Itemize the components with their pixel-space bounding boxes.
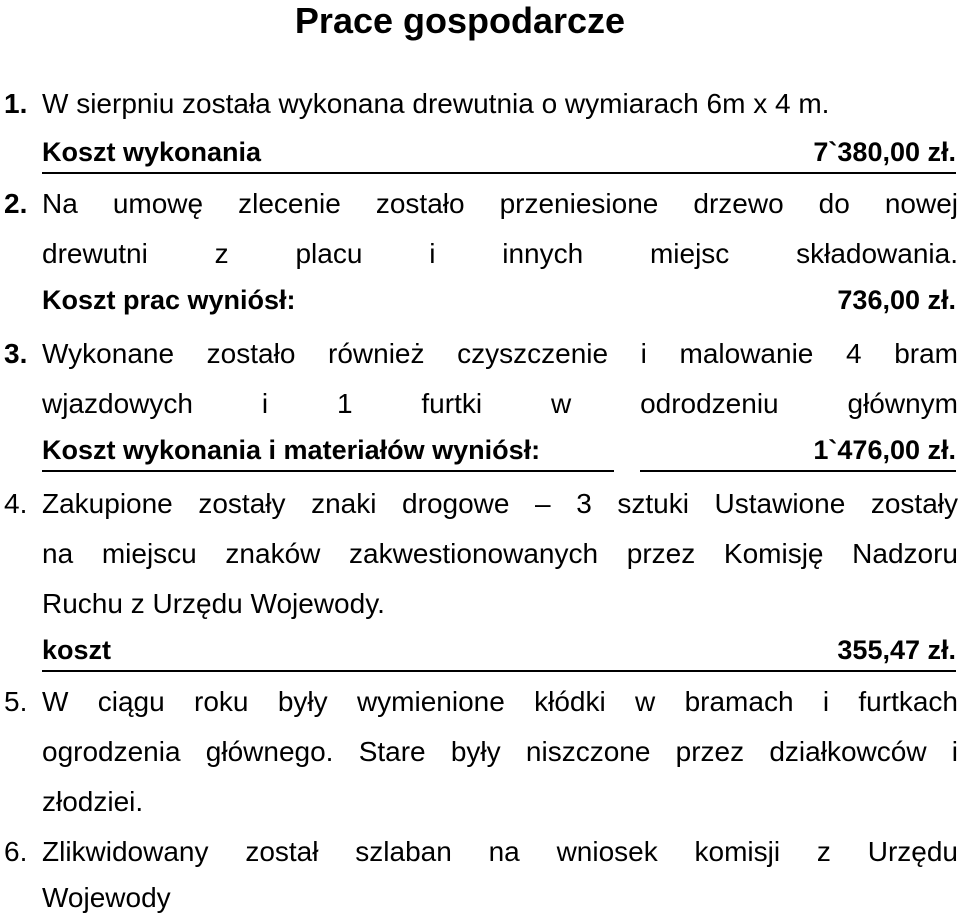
item-text: ogrodzenia głównego. Stare były niszczone przez działkowców i [42, 736, 958, 767]
cost-value: 7`380,00 zł. [813, 137, 956, 167]
item-number: 5. [4, 686, 28, 717]
cost-line [0, 280, 960, 324]
item-text: W sierpniu została wykonana drewutnia o wymiarach 6m x 4 m. [42, 88, 830, 119]
list-item-continuation [0, 780, 960, 824]
cost-label: koszt [42, 635, 112, 665]
cost-value: 736,00 zł. [837, 285, 956, 315]
cost-label: Koszt wykonania [42, 137, 262, 167]
item-text: wjazdowych i 1 furtki w odrodzeniu głównym [42, 388, 958, 419]
list-item-continuation [0, 232, 960, 276]
item-number: 6. [4, 836, 28, 867]
cost-label: Koszt wykonania i materiałów wyniósł: [42, 430, 614, 472]
list-item-continuation [0, 582, 960, 626]
item-text: Wojewody [42, 882, 171, 913]
item-text: W ciągu roku były wymienione kłódki w bramach i furtkach [42, 686, 958, 717]
list-item [0, 830, 960, 874]
list-item [0, 332, 960, 376]
list-item-continuation [0, 876, 960, 920]
item-number: 3. [4, 338, 28, 369]
item-text: Na umowę zlecenie zostało przeniesione drzewo do nowej [42, 188, 958, 219]
item-text: na miejscu znaków zakwestionowanych przez Komisję Nadzoru [42, 538, 958, 569]
item-number: 1. [4, 88, 28, 119]
cost-line [0, 430, 960, 474]
cost-label: Koszt prac wyniósł: [42, 285, 296, 315]
cost-row [42, 132, 956, 174]
list-item [0, 182, 960, 226]
list-item [0, 82, 960, 126]
page-title: Prace gospodarcze [294, 0, 626, 41]
cost-row [42, 630, 956, 672]
item-text: Zlikwidowany został szlaban na wniosek komisji z Urzędu [42, 836, 958, 867]
list-item-continuation [0, 382, 960, 426]
item-number: 4. [4, 488, 28, 519]
item-text: złodziei. [42, 786, 144, 817]
item-text: drewutni z placu i innych miejsc składowania. [42, 238, 958, 269]
item-text: Wykonane zostało również czyszczenie i malowanie 4 bram [42, 338, 958, 369]
list-item-continuation [0, 730, 960, 774]
list-item-continuation [0, 532, 960, 576]
cost-line [0, 132, 960, 176]
cost-value: 355,47 zł. [837, 635, 956, 665]
list-item [0, 482, 960, 526]
cost-line [0, 630, 960, 674]
item-number: 2. [4, 188, 28, 219]
item-text: Ruchu z Urzędu Wojewody. [42, 588, 385, 619]
item-text: Zakupione zostały znaki drogowe – 3 sztuki Ustawione zostały [42, 488, 958, 519]
cost-value: 1`476,00 zł. [640, 430, 956, 472]
cost-row [42, 280, 956, 320]
list-item [0, 680, 960, 724]
